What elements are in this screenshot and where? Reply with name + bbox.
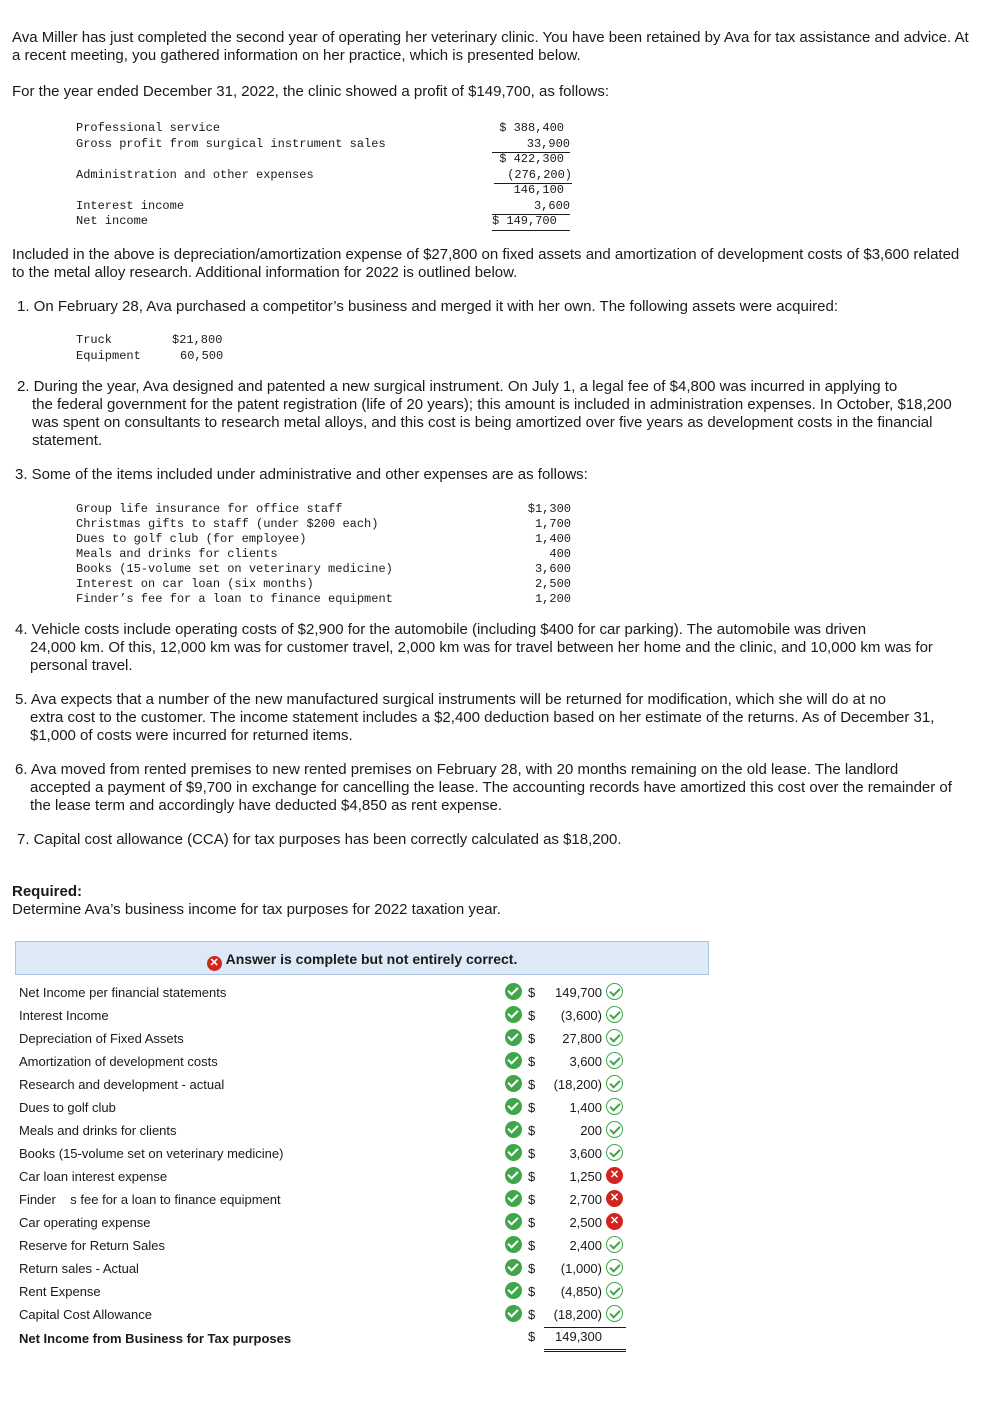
row-amount: 33,900 — [492, 137, 570, 154]
assets-table — [76, 333, 276, 365]
currency-symbol: $ — [528, 1307, 536, 1322]
currency-symbol: $ — [528, 985, 536, 1000]
table-row — [76, 502, 576, 518]
answer-row — [15, 1004, 709, 1027]
row-label: Equipment — [76, 348, 141, 363]
currency-symbol: $ — [528, 1123, 536, 1138]
row-value[interactable]: 200 — [580, 1123, 602, 1138]
table-row — [76, 592, 576, 608]
table-row — [76, 137, 576, 153]
row-label: Administration and other expenses — [76, 167, 314, 182]
row-amount: $ 388,400 — [499, 121, 564, 135]
label-correct-icon — [505, 983, 522, 1000]
profit-statement: For the year ended December 31, 2022, the clinic showed a profit of $149,700, as follows: — [12, 83, 610, 100]
answer-row — [15, 1280, 709, 1303]
row-label: Research and development - actual — [19, 1077, 225, 1092]
row-value[interactable]: 149,700 — [555, 985, 602, 1000]
row-label: Meals and drinks for clients — [76, 547, 278, 561]
row-amount: 2,500 — [534, 577, 571, 591]
table-row — [76, 532, 576, 548]
label-correct-icon — [505, 1052, 522, 1069]
row-label: Gross profit from surgical instrument sales — [76, 136, 386, 151]
row-label: Interest Income — [19, 1008, 109, 1023]
label-correct-icon — [505, 1282, 522, 1299]
currency-symbol: $ — [528, 1284, 536, 1299]
label-correct-icon — [505, 1075, 522, 1092]
correct-icon — [606, 1006, 623, 1023]
table-row — [76, 333, 276, 349]
total-row — [15, 1327, 709, 1350]
correct-icon — [606, 1098, 623, 1115]
table-row — [76, 121, 576, 137]
label-correct-icon — [505, 1236, 522, 1253]
correct-icon — [606, 1121, 623, 1138]
row-label: Car loan interest expense — [19, 1169, 168, 1184]
row-label: Rent Expense — [19, 1284, 101, 1299]
row-value[interactable]: (1,000) — [560, 1261, 602, 1276]
correct-icon — [606, 1075, 623, 1092]
answer-row — [15, 1303, 709, 1326]
row-amount: 400 — [549, 547, 571, 561]
currency-symbol: $ — [528, 1077, 536, 1092]
row-amount: $ 149,700 — [492, 214, 570, 231]
table-row — [76, 349, 276, 365]
answer-row — [15, 1211, 709, 1234]
row-label: Net Income per financial statements — [19, 985, 227, 1000]
total-value: 149,300 — [555, 1329, 602, 1344]
required-text: Determine Ava’s business income for tax purposes for 2022 taxation year. — [12, 901, 501, 918]
row-value[interactable]: (3,600) — [560, 1008, 602, 1023]
table-row — [76, 168, 576, 184]
list-item-6 — [15, 761, 955, 815]
incorrect-icon: ✕ — [207, 956, 222, 971]
label-correct-icon — [505, 1029, 522, 1046]
table-row — [76, 199, 576, 215]
answer-status-banner — [15, 941, 709, 975]
list-item-1: 1. On February 28, Ava purchased a competitor’s business and merged it with her own. The following assets were acquired: — [17, 298, 839, 315]
correct-icon — [606, 1305, 623, 1322]
row-label: Truck — [76, 333, 113, 347]
row-value[interactable]: 2,700 — [569, 1192, 602, 1207]
row-amount: 3,600 — [534, 562, 571, 576]
intro-paragraph: Ava Miller has just completed the second year of operating her veterinary clinic. You have been retained by Ava for tax assistance and advice. At a recent meeting, you gathered information on her practice, which is presented below. — [12, 29, 969, 64]
row-amount: $21,800 — [172, 333, 223, 347]
correct-icon — [606, 1052, 623, 1069]
list-item-5 — [15, 691, 955, 745]
item-line: 6. Ava moved from rented premises to new rented premises on February 28, with 20 months remaining on the old lease. The landlord — [15, 761, 899, 778]
depreciation-note: Included in the above is depreciation/amortization expense of $27,800 on fixed assets and amortization of development costs of $3,600 related to the metal alloy research. Additional information for 2022 is outlined below. — [12, 246, 960, 281]
row-label: Dues to golf club (for employee) — [76, 532, 307, 546]
currency-symbol: $ — [528, 1329, 536, 1344]
row-amount: 146,100 — [513, 183, 564, 197]
currency-symbol: $ — [528, 1215, 536, 1230]
correct-icon — [606, 1282, 623, 1299]
answer-row — [15, 1234, 709, 1257]
item-continuation: 24,000 km. Of this, 12,000 km was for customer travel, 2,000 km was for travel between her home and the clinic, and 10,000 km was for personal travel. — [30, 639, 933, 674]
row-amount: 60,500 — [180, 348, 224, 363]
admin-expenses-table — [76, 502, 576, 612]
item-line: 5. Ava expects that a number of the new manufactured surgical instruments will be returned for modification, which she will do at no — [15, 691, 887, 708]
row-label: Finder’s fee for a loan to finance equipment — [76, 592, 393, 606]
list-item-7: 7. Capital cost allowance (CCA) for tax purposes has been correctly calculated as $18,200. — [17, 831, 622, 848]
list-item-3: 3. Some of the items included under administrative and other expenses are as follows: — [15, 466, 588, 483]
table-row — [76, 562, 576, 578]
row-value[interactable]: 1,400 — [569, 1100, 602, 1115]
label-correct-icon — [505, 1259, 522, 1276]
label-correct-icon — [505, 1006, 522, 1023]
currency-symbol: $ — [528, 1054, 536, 1069]
item-continuation: extra cost to the customer. The income statement includes a $2,400 deduction based on her estimate of the returns. As of December 31, $1,000 of costs were incurred for returned items. — [30, 709, 935, 744]
total-label: Net Income from Business for Tax purposes — [19, 1331, 292, 1346]
list-item-2 — [17, 378, 957, 450]
answer-row — [15, 1096, 709, 1119]
incorrect-icon: ✕ — [606, 1190, 623, 1207]
row-label: Depreciation of Fixed Assets — [19, 1031, 184, 1046]
table-row — [76, 183, 576, 199]
label-correct-icon — [505, 1098, 522, 1115]
row-amount: (276,200) — [494, 168, 572, 185]
answer-row — [15, 1073, 709, 1096]
correct-icon — [606, 1259, 623, 1276]
row-label: Dues to golf club — [19, 1100, 116, 1115]
row-label: Interest on car loan (six months) — [76, 577, 314, 591]
item-line: 2. During the year, Ava designed and patented a new surgical instrument. On July 1, a legal fee of $4,800 was incurred in applying to — [17, 378, 898, 395]
row-amount: 3,600 — [492, 199, 570, 216]
row-amount: 1,400 — [534, 532, 571, 546]
item-continuation: accepted a payment of $9,700 in exchange for cancelling the lease. The accounting records have amortized this cost over the remainder of the lease term and accordingly have deducted $4,850 as rent expense. — [30, 779, 952, 814]
row-label: Interest income — [76, 198, 185, 213]
currency-symbol: $ — [528, 1238, 536, 1253]
row-value[interactable]: 2,400 — [569, 1238, 602, 1253]
row-value[interactable]: 3,600 — [569, 1146, 602, 1161]
item-continuation: the federal government for the patent registration (life of 20 years); this amount is included in administration expenses. In October, $18,200 was spent on consultants to research metal alloys, and this cost is being amortized over five years as development costs in the financial statement. — [32, 396, 952, 449]
label-correct-icon — [505, 1305, 522, 1322]
row-amount: $ 422,300 — [499, 152, 564, 166]
row-amount: 1,200 — [534, 592, 571, 606]
row-label: Car operating expense — [19, 1215, 151, 1230]
row-value[interactable]: 1,250 — [569, 1169, 602, 1184]
correct-icon — [606, 1029, 623, 1046]
table-row — [76, 547, 576, 563]
correct-icon — [606, 1236, 623, 1253]
item-line: 4. Vehicle costs include operating costs of $2,900 for the automobile (including $400 for car parking). The automobile was driven — [15, 621, 867, 638]
row-amount: 1,700 — [534, 517, 571, 531]
row-label: Group life insurance for office staff — [76, 502, 343, 516]
row-value[interactable]: (4,850) — [560, 1284, 602, 1299]
answer-row — [15, 1165, 709, 1188]
row-label: Capital Cost Allowance — [19, 1307, 152, 1322]
row-label: Amortization of development costs — [19, 1054, 218, 1069]
row-label: Professional service — [76, 121, 221, 135]
answer-row — [15, 1142, 709, 1165]
row-label: Reserve for Return Sales — [19, 1238, 165, 1253]
answer-row — [15, 1257, 709, 1280]
answer-row — [15, 1119, 709, 1142]
currency-symbol: $ — [528, 1169, 536, 1184]
incorrect-icon: ✕ — [606, 1213, 623, 1230]
currency-symbol: $ — [528, 1192, 536, 1207]
row-value[interactable]: 27,800 — [562, 1031, 602, 1046]
answer-row — [15, 1027, 709, 1050]
currency-symbol: $ — [528, 1008, 536, 1023]
label-correct-icon — [505, 1213, 522, 1230]
required-heading: Required: — [12, 883, 83, 900]
row-label: Finder s fee for a loan to finance equipment — [19, 1192, 281, 1207]
row-amount: $1,300 — [527, 502, 571, 516]
currency-symbol: $ — [528, 1146, 536, 1161]
currency-symbol: $ — [528, 1261, 536, 1276]
row-label: Net income — [76, 214, 149, 228]
label-correct-icon — [505, 1167, 522, 1184]
table-row — [76, 214, 576, 230]
row-value[interactable]: (18,200) — [553, 1307, 602, 1322]
row-label: Meals and drinks for clients — [19, 1123, 177, 1138]
row-value[interactable]: 2,500 — [569, 1215, 602, 1230]
answer-row — [15, 1050, 709, 1073]
table-row — [76, 517, 576, 533]
label-correct-icon — [505, 1190, 522, 1207]
correct-icon — [606, 983, 623, 1000]
row-value[interactable]: (18,200) — [553, 1077, 602, 1092]
correct-icon — [606, 1144, 623, 1161]
incorrect-icon: ✕ — [606, 1167, 623, 1184]
currency-symbol: $ — [528, 1100, 536, 1115]
row-label: Books (15-volume set on veterinary medicine) — [19, 1146, 284, 1161]
income-table — [76, 121, 576, 231]
table-row — [76, 152, 576, 168]
answer-row — [15, 1188, 709, 1211]
table-row — [76, 577, 576, 593]
answer-row — [15, 981, 709, 1004]
answer-status-text: Answer is complete but not entirely correct. — [225, 951, 518, 967]
label-correct-icon — [505, 1144, 522, 1161]
list-item-4 — [15, 621, 955, 675]
currency-symbol: $ — [528, 1031, 536, 1046]
row-label: Return sales - Actual — [19, 1261, 139, 1276]
row-label: Books (15-volume set on veterinary medicine) — [76, 562, 393, 576]
row-value[interactable]: 3,600 — [569, 1054, 602, 1069]
row-label: Christmas gifts to staff (under $200 each) — [76, 517, 379, 531]
label-correct-icon — [505, 1121, 522, 1138]
